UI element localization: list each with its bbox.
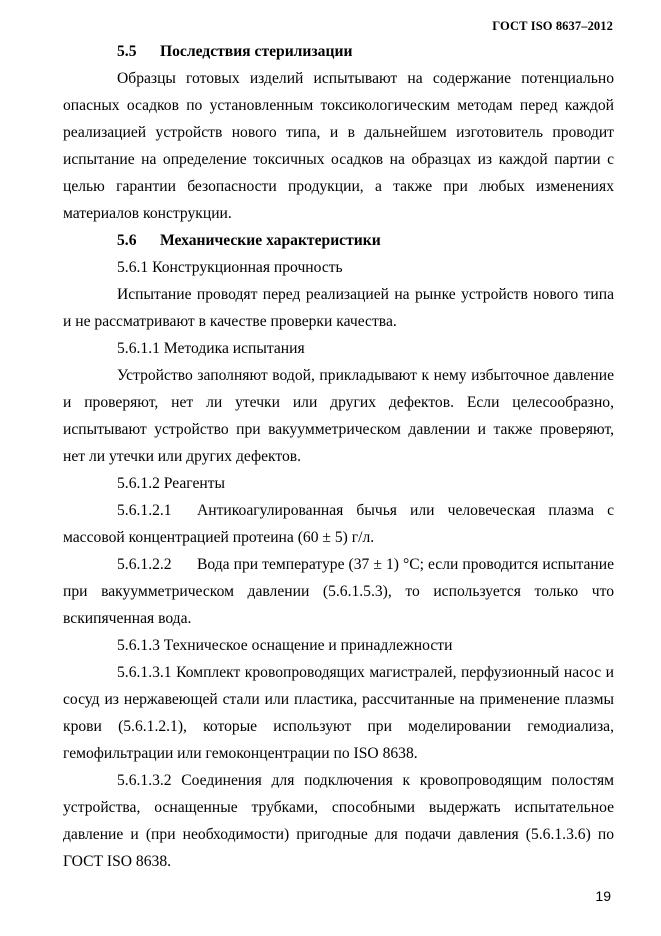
standard-header: ГОСТ ISO 8637–2012 bbox=[492, 19, 613, 33]
section-number: 5.6 bbox=[117, 232, 137, 249]
section-number: 5.5 bbox=[117, 43, 137, 60]
reagent-item-1-continuation: массовой концентрацией протеина (60 ± 5) г/л. bbox=[63, 529, 375, 546]
page-content bbox=[63, 38, 614, 875]
section-5-5-heading bbox=[63, 38, 614, 65]
reagent-item-2-continuation: при вакуумметрическом давлении (5.6.1.5.3), то используется только что вскипяченная вода. bbox=[63, 583, 614, 627]
item-text: Антикоагулированная бычья или человеческая плазма с bbox=[197, 502, 614, 519]
subsection-5-6-1-3-heading: 5.6.1.3 Техническое оснащение и принадлежности bbox=[117, 637, 453, 654]
item-number: 5.6.1.2.1 bbox=[117, 502, 172, 519]
subsection-5-6-1-paragraph: Испытание проводят перед реализацией на рынке устройств нового типа и не рассматривают в качестве проверки качества. bbox=[63, 286, 614, 330]
subsection-5-6-1-2-heading: 5.6.1.2 Реагенты bbox=[117, 475, 226, 492]
reagent-item-1-first-line bbox=[63, 497, 614, 524]
equipment-item-2: 5.6.1.3.2 Соединения для подключения к кровопроводящим полостям устройства, оснащенные трубками, способными выдержать испытательное давление и (при необходимости) пригодные для подачи давления (5.6.1.3.6) по ГОСТ ISO 8638. bbox=[63, 772, 614, 870]
equipment-item-1: 5.6.1.3.1 Комплект кровопроводящих магистралей, перфузионный насос и сосуд из нержавеющей стали или пластика, рассчитанные на применение плазмы крови (5.6.1.2.1), которые используют при моделировании гемодиализа, гемофильтрации или гемоконцентрации по ISO 8638. bbox=[63, 664, 614, 762]
section-title: Последствия стерилизации bbox=[160, 43, 353, 60]
item-text: Вода при температуре (37 ± 1) °С; если проводится испытание bbox=[197, 556, 614, 573]
subsection-5-6-1-heading: 5.6.1 Конструкционная прочность bbox=[117, 259, 343, 276]
subsection-5-6-1-1-paragraph: Устройство заполняют водой, прикладывают к нему избыточное давление и проверяют, нет ли утечки или других дефектов. Если целесообразно, испытывают устройство при вакуумметрическом давлении и также проверяют, нет ли утечки или других дефектов. bbox=[63, 367, 614, 465]
section-5-6-heading bbox=[63, 227, 614, 254]
section-title: Механические характеристики bbox=[160, 232, 381, 249]
item-number: 5.6.1.2.2 bbox=[117, 556, 172, 573]
subsection-5-6-1-1-heading: 5.6.1.1 Методика испытания bbox=[117, 340, 305, 357]
page-number: 19 bbox=[595, 888, 611, 904]
reagent-item-2-first-line bbox=[63, 551, 614, 578]
section-5-5-paragraph: Образцы готовых изделий испытывают на содержание потенциально опасных осадков по установленным токсикологическим методам перед каждой реализацией устройств нового типа, и в дальнейшем изготовитель проводит испытание на определение токсичных осадков на образцах из каждой партии с целью гарантии безопасности продукции, а также при любых изменениях материалов конструкции. bbox=[63, 70, 614, 222]
